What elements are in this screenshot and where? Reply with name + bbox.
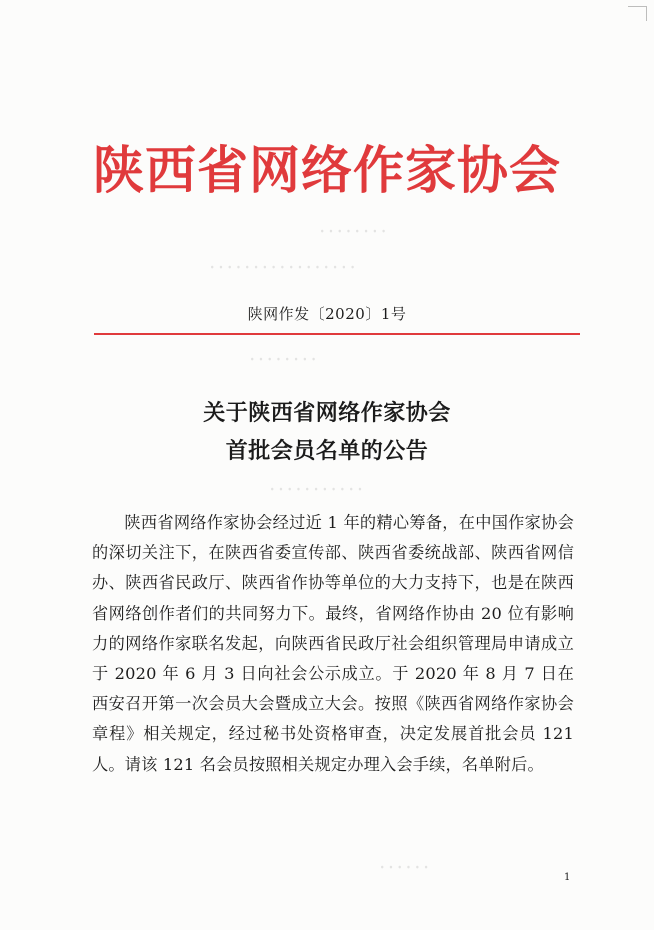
bleed-through-texture: ꞏ ꞏ ꞏ ꞏ ꞏ ꞏ ꞏ ꞏ [250, 352, 316, 368]
corner-crop-mark [628, 6, 647, 21]
bleed-through-texture: ꞏ ꞏ ꞏ ꞏ ꞏ ꞏ ꞏ ꞏ ꞏ ꞏ ꞏ ꞏ ꞏ ꞏ ꞏ ꞏ ꞏ [210, 260, 355, 276]
letterhead-divider [94, 333, 580, 335]
notice-title-line-2: 首批会员名单的公告 [225, 439, 429, 464]
notice-title-line-1: 关于陕西省网络作家协会 [203, 401, 451, 426]
bleed-through-texture: ꞏ ꞏ ꞏ ꞏ ꞏ ꞏ [380, 860, 429, 876]
notice-body-paragraph: 陕西省网络作家协会经过近 1 年的精心筹备，在中国作家协会的深切关注下，在陕西省委宣传部、陕西省委统战部、陕西省网信办、陕西省民政厅、陕西省作协等单位的大力支持下，也是在陕西省网络创作者们的共同努力下。最终，省网络作协由 20 位有影响力的网络作家联名发起，向陕西省民政厅社会组织管理局申请成立于 2020 年 6 月 3 日向社会公示成立。于 2020 年 8 月 7 日在西安召开第一次会员大会暨成立大会。按照《陕西省网络作家协会章程》相关规定，经过秘书处资格审查，决定发展首批会员 121 人。请该 121 名会员按照相关规定办理入会手续，名单附后。 [92, 513, 574, 774]
bleed-through-texture: ꞏ ꞏ ꞏ ꞏ ꞏ ꞏ ꞏ ꞏ [320, 224, 386, 240]
bleed-through-texture: ꞏ ꞏ ꞏ ꞏ ꞏ ꞏ ꞏ ꞏ ꞏ ꞏ ꞏ [270, 482, 363, 498]
document-number: 陕网作发〔2020〕1号 [247, 305, 407, 323]
organization-letterhead: 陕西省网络作家协会 [92, 142, 561, 201]
page-number: 1 [564, 872, 571, 883]
